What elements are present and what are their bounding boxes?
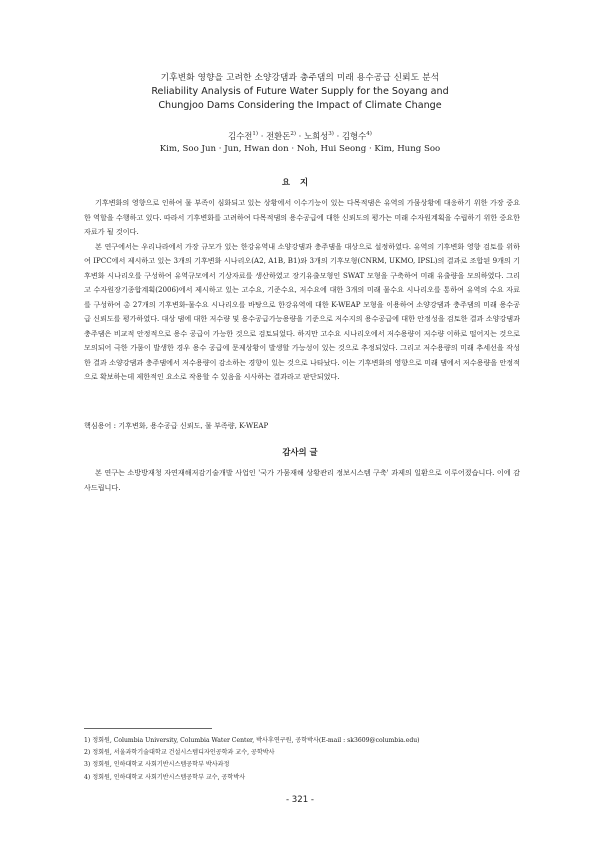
authors-korean [60, 128, 540, 143]
footnotes [84, 735, 520, 784]
footnote-item: 2) 정회원, 서울과학기술대학교 건설시스템디자인공학과 교수, 공학박사 [84, 749, 275, 757]
footnote-item: 1) 정회원, Columbia University, Columbia Water Center, 박사후연구원, 공학박사(E-mail : sk3609@columbia.edu) [84, 737, 420, 744]
footnote-item: 4) 정회원, 인하대학교 사회기반시스템공학부 교수, 공학박사 [84, 773, 246, 781]
author-separator: · [333, 130, 342, 141]
author-name: 노희성 [304, 130, 329, 141]
abstract-body [84, 196, 520, 385]
author-separator: · [296, 130, 304, 141]
footnote-item: 3) 정회원, 인하대학교 사회기반시스템공학부 박사과정 [84, 761, 230, 769]
authors-english: Kim, Soo Jun · Jun, Hwan don · Noh, Hui Seong · Kim, Hung Soo [159, 143, 441, 154]
abstract-paragraph: 본 연구에서는 우리나라에서 가장 규모가 있는 한강유역내 소양강댐과 충주댐을 대상으로 설정하였다. 유역의 기후변화 영향 검토를 위하여 IPCC에서 제시하고 있는 3개의 기후변화 시나리오(A2, A1B, B1)와 3개의 기후모형(CNRM, UKMO, IPSL)의 결과로 조합된 9개의 기후변화 시나리오를 구성하여 유역규모에서 기상자료를 생산하였고 장기유출모형인 SWAT 모형을 구축하여 미래 유출량을 모의하였다. 그리고 수자원장기종합계획(2006)에서 제시하고 있는 고수요, 기준수요, 저수요에 대한 3개의 미래 물수요 시나리오를 통하여 유역의 수요 자료를 구성하여 총 27개의 기후변화-물수요 시나리오를 바탕으로 한강유역에 대한 K-WEAP 모형을 이용하여 소양강댐과 충주댐의 미래 용수공급 신뢰도를 평가하였다. 대상 댐에 대한 저수량 및 용수공급가능용량을 기준으로 저수지의 용수공급에 대한 안정성을 검토한 결과 소양강댐과 충주댐은 비교적 안정적으로 용수 공급이 가능한 것으로 검토되었다. 하지만 고수요 시나리오에서 저수용량이 저수량 이하로 떨어지는 것으로 모의되어 극한 가뭄이 발생한 경우 용수 공급에 문제상황이 발생할 가능성이 있는 것으로 추정되었다. 그리고 저수용량의 미래 추세선을 작성한 결과 소양강댐과 충주댐에서 저수용량이 감소하는 경향이 있는 것으로 나타났다. 이는 기후변화의 영향으로 미래 댐에서 저수용량을 안정적으로 확보하는데 제한적인 요소로 작용할 수 있음을 시사하는 결과라고 판단되었다. [84, 241, 520, 381]
author-footnote-mark: 1) [252, 131, 259, 137]
abstract-paragraph: 기후변화의 영향으로 인하여 물 부족이 심화되고 있는 상황에서 이수기능이 있는 다목적댐은 유역의 가뭄상황에 대응하기 위한 가장 중요한 역할을 수행하고 있다. 따라서 기후변화를 고려하여 다목적댐의 용수공급에 대한 신뢰도의 평가는 미래 수자원계획을 수립하기 위한 중요한 자료가 될 것이다. [84, 198, 520, 236]
author-separator: · [258, 130, 267, 141]
title-korean: 기후변화 영향을 고려한 소양강댐과 충주댐의 미래 용수공급 신뢰도 분석 [160, 73, 440, 83]
authors-block [60, 128, 540, 156]
author-footnote-mark: 3) [328, 131, 334, 137]
footnote-divider [84, 728, 212, 729]
page-number: - 321 - [285, 795, 315, 805]
abstract-heading: 요지 [281, 177, 319, 187]
title-block [60, 72, 540, 112]
title-english-line-2: Chungjoo Dams Considering the Impact of Climate Change [158, 99, 442, 111]
acknowledgement-heading: 감사의 글 [282, 447, 318, 457]
keywords: 핵심용어 : 기후변화, 용수공급 신뢰도, 물 부족량, K-WEAP [84, 421, 269, 430]
author-footnote-mark: 4) [366, 131, 372, 137]
author-footnote-mark: 2) [290, 131, 296, 137]
author-name: 전환돈 [266, 130, 291, 141]
acknowledgement-paragraph: 본 연구는 소방방재청 자연재해저감기술개발 사업인 '국가 가뭄재해 상황관리 정보시스템 구축' 과제의 일환으로 이루어졌습니다. 이에 감사드립니다. [84, 468, 520, 492]
author-name: 김형수 [341, 130, 367, 141]
title-english-line-1: Reliability Analysis of Future Water Supply for the Soyang and [151, 86, 449, 97]
author-name: 김수전 [228, 130, 253, 141]
acknowledgement-body [84, 466, 520, 495]
